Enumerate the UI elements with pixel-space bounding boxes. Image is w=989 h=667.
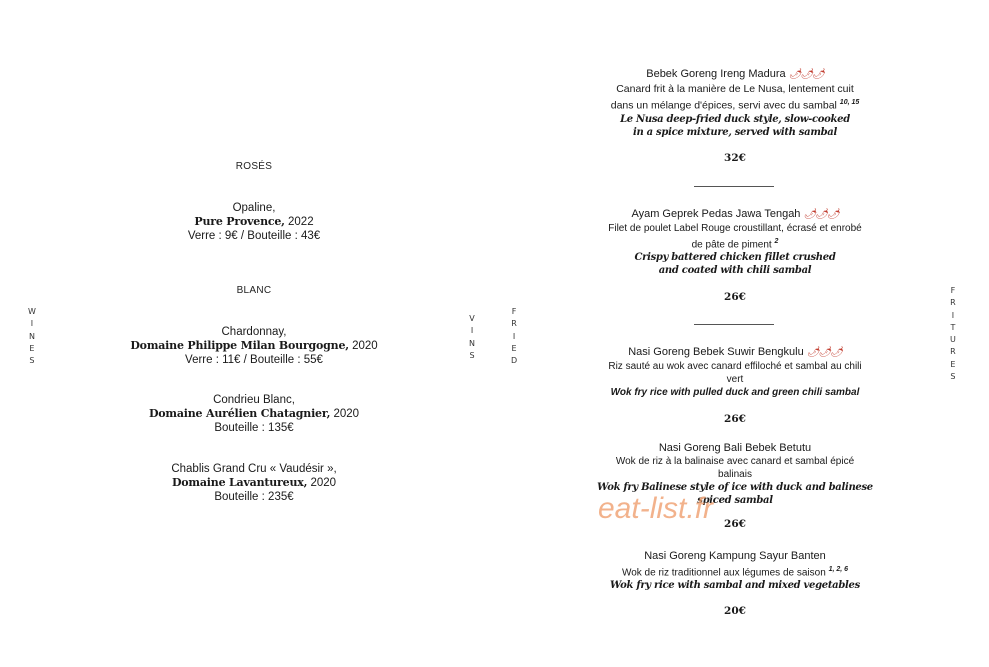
allergen-note: 1, 2, 6 bbox=[828, 566, 849, 573]
wine-price: Bouteille : 135€ bbox=[214, 422, 294, 434]
separator bbox=[694, 324, 774, 325]
dish-price: 32€ bbox=[724, 151, 746, 164]
dish-description-en: Crispy battered chicken fillet crushed bbox=[634, 252, 836, 264]
wine-name: Chardonnay, bbox=[221, 326, 287, 338]
allergen-note: 2 bbox=[774, 238, 779, 245]
letter: D bbox=[511, 356, 518, 366]
dish-name: Ayam Geprek Pedas Jawa Tengah bbox=[631, 208, 801, 220]
letter: V bbox=[469, 314, 475, 323]
wine-item-condrieu bbox=[104, 393, 404, 435]
wine-year: 2020 bbox=[348, 340, 378, 352]
letter: S bbox=[29, 356, 35, 366]
dish-description-fr: Canard frit à la manière de Le Nusa, lentement cuit bbox=[616, 83, 854, 95]
dish-description-fr: balinais bbox=[718, 469, 752, 480]
vertical-label-fritures bbox=[950, 285, 956, 383]
dish-description-fr: Wok de riz à la balinaise avec canard et sambal épicé bbox=[615, 456, 855, 467]
letter: E bbox=[950, 359, 956, 369]
letter: U bbox=[950, 335, 956, 345]
letter: I bbox=[951, 310, 955, 320]
dish-description-en: spiced sambal bbox=[697, 495, 773, 506]
separator bbox=[694, 186, 774, 187]
dish-description-fr: dans un mélange d'épices, servi avec du sambal bbox=[610, 99, 837, 112]
dish-bebek-goreng bbox=[570, 67, 900, 165]
wine-year: 2022 bbox=[284, 216, 314, 228]
wine-item-chablis bbox=[104, 462, 404, 504]
letter: E bbox=[511, 343, 517, 353]
roses-section-title: ROSÉS bbox=[235, 161, 273, 172]
letter: W bbox=[28, 307, 36, 316]
letter: I bbox=[470, 326, 474, 336]
wine-year: 2020 bbox=[307, 477, 337, 489]
dish-description-en: in a spice mixture, served with sambal bbox=[633, 126, 837, 138]
blanc-section-title: BLANC bbox=[236, 285, 272, 296]
letter: T bbox=[950, 322, 956, 332]
letter: S bbox=[950, 372, 956, 382]
dish-name: Bebek Goreng Ireng Madura bbox=[646, 68, 786, 80]
dish-name: Nasi Goreng Bebek Suwir Bengkulu bbox=[628, 346, 804, 358]
wine-item-opaline bbox=[104, 201, 404, 243]
wine-name: Opaline, bbox=[232, 202, 276, 214]
dish-description-en: Wok fry rice with pulled duck and green chili sambal bbox=[610, 387, 860, 398]
vertical-label-vins bbox=[469, 313, 475, 362]
letter: I bbox=[30, 319, 34, 329]
dish-price: 20€ bbox=[724, 605, 746, 618]
dish-nasi-goreng-kampung bbox=[570, 549, 900, 618]
dish-price: 26€ bbox=[724, 291, 746, 304]
dish-description-fr: Riz sauté au wok avec canard effiloché et sambal au chili bbox=[608, 361, 862, 372]
chili-icon: 🌶🌶🌶 bbox=[806, 347, 842, 358]
dish-price: 26€ bbox=[724, 413, 746, 425]
watermark: eat-list.fr bbox=[598, 492, 714, 525]
dish-price: 26€ bbox=[724, 518, 746, 530]
letter: R bbox=[950, 347, 956, 357]
letter: F bbox=[950, 286, 956, 295]
chili-icon: 🌶🌶🌶 bbox=[803, 209, 839, 220]
letter: R bbox=[511, 319, 517, 329]
dish-description-fr: vert bbox=[726, 374, 744, 385]
dish-description-fr: Filet de poulet Label Rouge croustillant, écrasé et enrobé bbox=[608, 223, 862, 234]
chili-icon: 🌶🌶🌶 bbox=[788, 69, 824, 80]
letter: N bbox=[28, 331, 35, 341]
dish-description-en: and coated with chili sambal bbox=[658, 265, 812, 277]
dish-name: Nasi Goreng Kampung Sayur Banten bbox=[644, 550, 826, 562]
dish-description-fr: de pâte de piment bbox=[691, 239, 772, 251]
wine-price: Verre : 11€ / Bouteille : 55€ bbox=[185, 354, 323, 366]
wine-year: 2020 bbox=[330, 408, 360, 420]
wine-producer: Domaine Lavantureux, bbox=[171, 476, 308, 489]
wine-price: Bouteille : 235€ bbox=[214, 491, 294, 503]
wine-name: Condrieu Blanc, bbox=[213, 394, 295, 406]
wine-item-chardonnay bbox=[104, 325, 404, 367]
wine-name: Chablis Grand Cru « Vaudésir », bbox=[171, 463, 337, 475]
letter: I bbox=[512, 331, 516, 341]
vertical-label-wines bbox=[28, 306, 36, 367]
letter: N bbox=[469, 338, 475, 348]
dish-ayam-geprek bbox=[570, 207, 900, 304]
wine-price: Verre : 9€ / Bouteille : 43€ bbox=[187, 230, 321, 242]
dish-description-en: Wok fry Balinese style of ice with duck and balinese bbox=[597, 482, 873, 493]
dish-description-en: Wok fry rice with sambal and mixed vegetables bbox=[610, 580, 860, 592]
wine-producer: Domaine Philippe Milan Bourgogne, bbox=[130, 339, 349, 352]
wine-producer: Pure Provence, bbox=[194, 215, 285, 228]
dish-nasi-goreng-bebek-suwir bbox=[570, 345, 900, 426]
dish-name: Nasi Goreng Bali Bebek Betutu bbox=[658, 442, 812, 454]
dish-description-en: Le Nusa deep-fried duck style, slow-cooked bbox=[620, 113, 850, 125]
letter: R bbox=[950, 298, 956, 308]
letter: S bbox=[469, 350, 475, 360]
wine-producer: Domaine Aurélien Chatagnier, bbox=[148, 407, 331, 420]
letter: E bbox=[29, 343, 35, 353]
letter: F bbox=[511, 307, 517, 316]
dish-description-fr: Wok de riz traditionnel aux légumes de saison bbox=[621, 567, 826, 579]
allergen-note: 10, 15 bbox=[839, 99, 860, 106]
vertical-label-fried bbox=[511, 306, 517, 367]
